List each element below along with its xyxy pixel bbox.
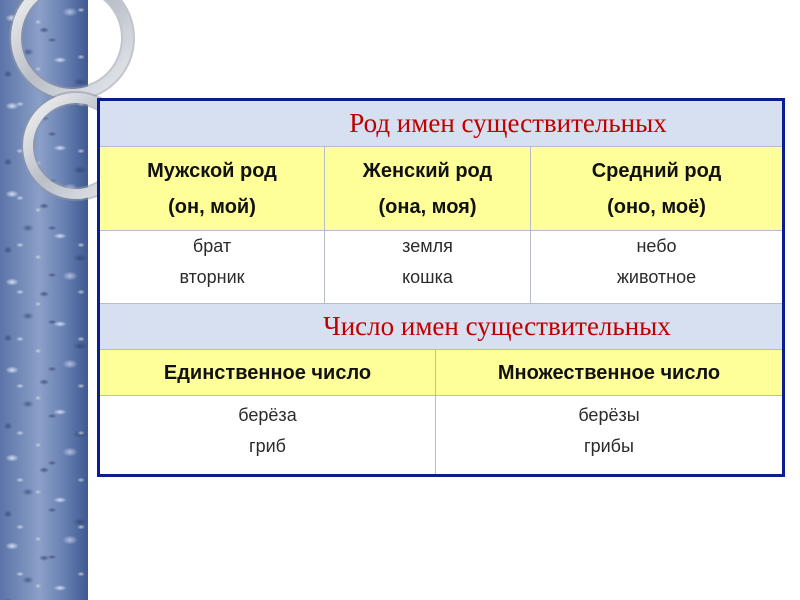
- feminine-header-cell: [325, 147, 531, 231]
- number-title-row: [99, 304, 784, 350]
- gender-header-row: [99, 147, 784, 231]
- example-word: берёза: [238, 405, 297, 425]
- feminine-pronouns: (она, моя): [378, 195, 477, 218]
- number-examples-row: [99, 396, 784, 476]
- example-word: земля: [402, 236, 453, 256]
- plural-header-cell: [436, 350, 784, 396]
- neuter-header-cell: [531, 147, 784, 231]
- example-word: кошка: [402, 267, 453, 287]
- example-word: вторник: [179, 267, 245, 287]
- plural-examples-cell: [436, 396, 784, 476]
- gender-section-title: Род имен существительных: [349, 107, 667, 138]
- noun-grammar-table: [97, 98, 785, 477]
- masculine-header: Мужской род: [147, 159, 277, 182]
- number-section-title-cell: [99, 304, 784, 350]
- gender-title-row: [99, 100, 784, 147]
- singular-header-cell: [99, 350, 436, 396]
- neuter-pronouns: (оно, моё): [607, 195, 706, 218]
- neuter-examples-cell: [531, 231, 784, 304]
- number-section-title: Число имен существительных: [323, 310, 671, 341]
- ring-upper: [16, 0, 128, 94]
- plural-header: Множественное число: [497, 361, 721, 384]
- example-word: грибы: [584, 436, 634, 456]
- masculine-pronouns: (он, мой): [168, 195, 256, 218]
- number-header-row: [99, 350, 784, 396]
- example-word: брат: [192, 236, 232, 256]
- example-word: гриб: [249, 436, 286, 456]
- gender-examples-row: [99, 231, 784, 304]
- masculine-header-cell: [99, 147, 325, 231]
- feminine-examples-cell: [325, 231, 531, 304]
- example-word: небо: [636, 236, 677, 256]
- singular-header: Единственное число: [163, 361, 372, 384]
- gender-section-title-cell: [99, 100, 784, 147]
- example-word: берёзы: [578, 405, 640, 425]
- feminine-header: Женский род: [362, 159, 493, 182]
- example-word: животное: [616, 267, 697, 287]
- masculine-examples-cell: [99, 231, 325, 304]
- singular-examples-cell: [99, 396, 436, 476]
- neuter-header: Средний род: [591, 159, 722, 182]
